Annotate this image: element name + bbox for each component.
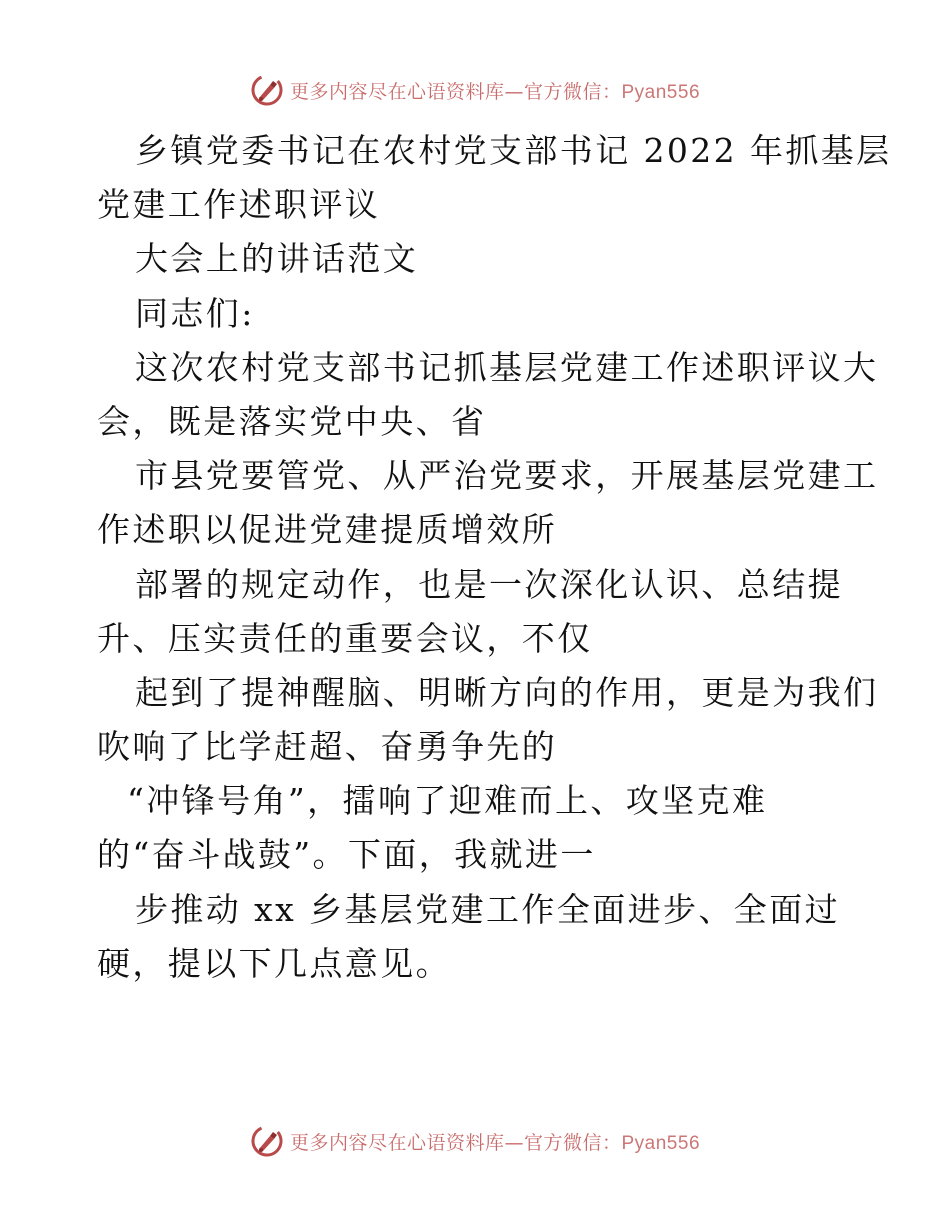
- watermark-text: [290, 77, 700, 104]
- paragraph-line: 硬，提以下几点意见。: [97, 943, 451, 983]
- document-body: [97, 124, 892, 991]
- watermark-site-text: 更多内容尽在心语资料库—官方微信：: [289, 80, 622, 103]
- paragraph-line: 作述职以促进党建提质增效所: [97, 510, 558, 550]
- watermark-site-text: 更多内容尽在心语资料库—官方微信：: [289, 1131, 622, 1154]
- pen-seal-logo-icon: [250, 1124, 284, 1158]
- paragraph-line: 市县党要管党、从严治党要求，开展基层党建工: [135, 456, 879, 496]
- title-line-2: 党建工作述职评议: [97, 185, 381, 225]
- salutation: 同志们:: [135, 293, 255, 333]
- header-watermark: [0, 70, 950, 110]
- paragraph-line: 会，既是落实党中央、省: [97, 401, 487, 441]
- watermark-text: [290, 1128, 700, 1155]
- paragraph-line: 的“奋斗战鼓”。下面，我就进一: [97, 835, 596, 875]
- paragraph-line: 部署的规定动作，也是一次深化认识、总结提: [135, 564, 843, 604]
- watermark-group: [250, 1124, 700, 1158]
- paragraph-line: 升、压实责任的重要会议，不仅: [97, 618, 593, 658]
- paragraph-line: 步推动 xx 乡基层党建工作全面进步、全面过: [135, 889, 841, 929]
- watermark-group: [250, 73, 700, 107]
- title-line-3: 大会上的讲话范文: [135, 239, 419, 279]
- paragraph-line: 这次农村党支部书记抓基层党建工作述职评议大: [135, 347, 879, 387]
- footer-watermark: [0, 1121, 950, 1161]
- pen-seal-logo-icon: [250, 73, 284, 107]
- paragraph-line: “冲锋号角”，擂响了迎难而上、攻坚克难: [127, 781, 768, 821]
- watermark-wechat-id: Pyan556: [621, 81, 701, 103]
- title-line-1: 乡镇党委书记在农村党支部书记 2022 年抓基层: [135, 131, 892, 170]
- watermark-wechat-id: Pyan556: [621, 1132, 701, 1154]
- paragraph-line: 起到了提神醒脑、明晰方向的作用，更是为我们: [135, 672, 879, 712]
- paragraph-line: 吹响了比学赶超、奋勇争先的: [97, 727, 558, 767]
